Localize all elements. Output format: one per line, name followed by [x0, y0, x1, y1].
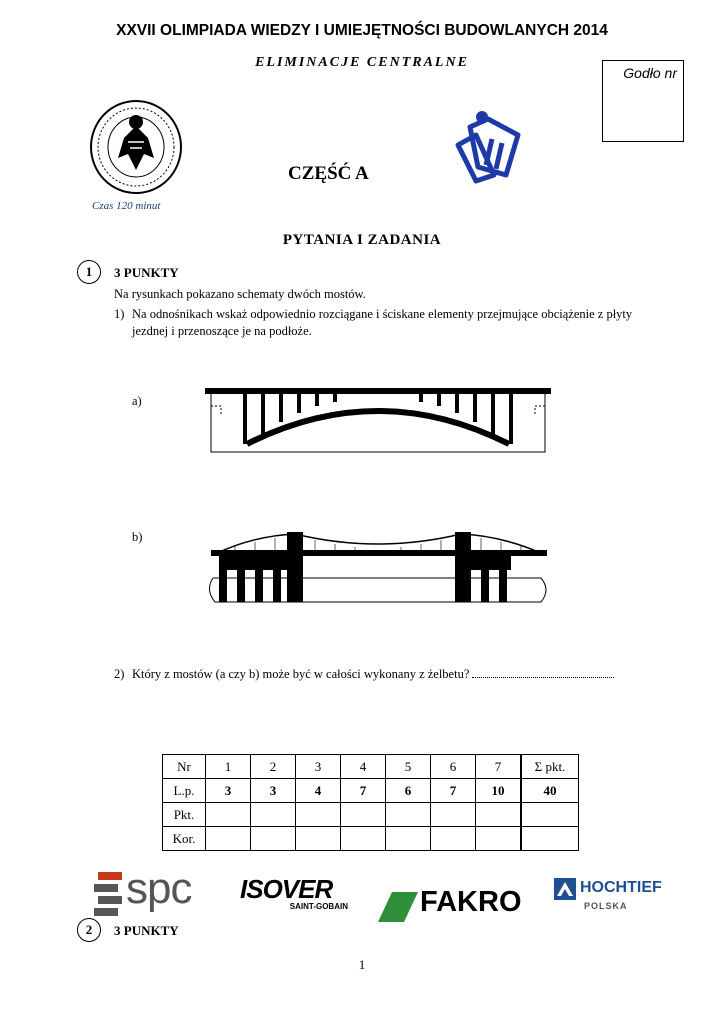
question-number-badge: 2: [77, 918, 101, 942]
table-cell: 4: [341, 755, 386, 779]
score-input-cell[interactable]: [206, 803, 251, 827]
table-cell: 7: [341, 779, 386, 803]
score-input-cell[interactable]: [431, 803, 476, 827]
score-input-cell[interactable]: [251, 803, 296, 827]
hochtief-logo: [554, 876, 674, 916]
score-input-cell[interactable]: [521, 803, 579, 827]
isover-wordmark: ISOVER: [240, 874, 333, 904]
section-heading: PYTANIA I ZADANIA: [282, 232, 442, 248]
table-cell: Σ pkt.: [521, 755, 579, 779]
bridge-a-label: a): [132, 394, 142, 408]
hochtief-wordmark: HOCHTIEF: [580, 879, 662, 896]
table-cell: 4: [296, 779, 341, 803]
score-input-cell[interactable]: [476, 803, 522, 827]
stage-subtitle: ELIMINACJE CENTRALNE: [255, 55, 469, 70]
spc-logo: [92, 864, 208, 920]
score-input-cell[interactable]: [386, 827, 431, 851]
table-cell: 2: [251, 755, 296, 779]
score-pkt-row: [163, 803, 579, 827]
table-cell: 7: [476, 755, 522, 779]
score-lp-row: [163, 779, 579, 803]
item2-number: 2): [114, 667, 125, 681]
table-cell: 6: [386, 779, 431, 803]
score-input-cell[interactable]: [341, 827, 386, 851]
score-input-cell[interactable]: [386, 803, 431, 827]
table-cell: Pkt.: [163, 803, 206, 827]
table-cell: 3: [206, 779, 251, 803]
time-limit: Czas 120 minut: [92, 200, 161, 212]
fakro-wordmark: FAKRO: [420, 886, 522, 918]
table-cell: 5: [386, 755, 431, 779]
item1-number: 1): [114, 307, 125, 321]
code-box[interactable]: [602, 60, 684, 142]
table-cell: L.p.: [163, 779, 206, 803]
table-cell: 3: [296, 755, 341, 779]
score-input-cell[interactable]: [296, 803, 341, 827]
university-seal-logo: [88, 98, 184, 196]
table-cell: Kor.: [163, 827, 206, 851]
hochtief-mark-icon: [554, 878, 576, 900]
score-header-row: [163, 755, 579, 779]
part-title: CZĘŚĆ A: [288, 163, 369, 184]
score-kor-row: [163, 827, 579, 851]
table-cell: 1: [206, 755, 251, 779]
olympiad-title: XXVII OLIMPIADA WIEDZY I UMIEJĘTNOŚCI BUDOWLANYCH 2014: [116, 22, 608, 39]
isover-subline: SAINT-GOBAIN: [289, 902, 348, 911]
score-input-cell[interactable]: [476, 827, 522, 851]
score-input-cell[interactable]: [251, 827, 296, 851]
score-input-cell[interactable]: [431, 827, 476, 851]
score-table: [162, 754, 579, 851]
answer-blank[interactable]: [472, 667, 614, 678]
score-input-cell[interactable]: [341, 803, 386, 827]
score-input-cell[interactable]: [521, 827, 579, 851]
arch-bridge-drawing: [205, 382, 551, 454]
suspension-bridge-drawing: [205, 530, 551, 605]
question-number-badge: 1: [77, 260, 101, 284]
item2-text: Który z mostów (a czy b) może być w całości wykonany z żelbetu?: [132, 667, 470, 681]
question-intro: Na rysunkach pokazano schematy dwóch mostów.: [114, 287, 366, 301]
page-number: 1: [358, 957, 366, 972]
table-cell: 40: [521, 779, 579, 803]
isover-logo: [240, 876, 352, 916]
spc-wordmark: spc: [126, 864, 192, 913]
fakro-logo: [378, 886, 536, 924]
item1-text-line1: Na odnośnikach wskaż odpowiednio rozciągane i ściskane elementy przejmujące obciążenie z płyty: [132, 307, 633, 321]
code-box-label: Godło nr: [623, 65, 677, 81]
fakro-mark-icon: [378, 892, 418, 922]
question-points: 3 PUNKTY: [114, 923, 179, 938]
question-points: 3 PUNKTY: [114, 265, 179, 280]
hochtief-subline: POLSKA: [584, 901, 628, 911]
table-cell: 3: [251, 779, 296, 803]
item2-question: [132, 666, 614, 683]
score-input-cell[interactable]: [206, 827, 251, 851]
spc-mark-icon: [92, 868, 126, 920]
score-input-cell[interactable]: [296, 827, 341, 851]
table-cell: 6: [431, 755, 476, 779]
table-cell: 7: [431, 779, 476, 803]
table-cell: 10: [476, 779, 522, 803]
table-cell: Nr: [163, 755, 206, 779]
olympiad-scroll-logo: [448, 105, 528, 185]
bridge-b-label: b): [132, 530, 143, 544]
item1-text-line2: jezdnej i przenoszące je na podłoże.: [132, 324, 312, 338]
